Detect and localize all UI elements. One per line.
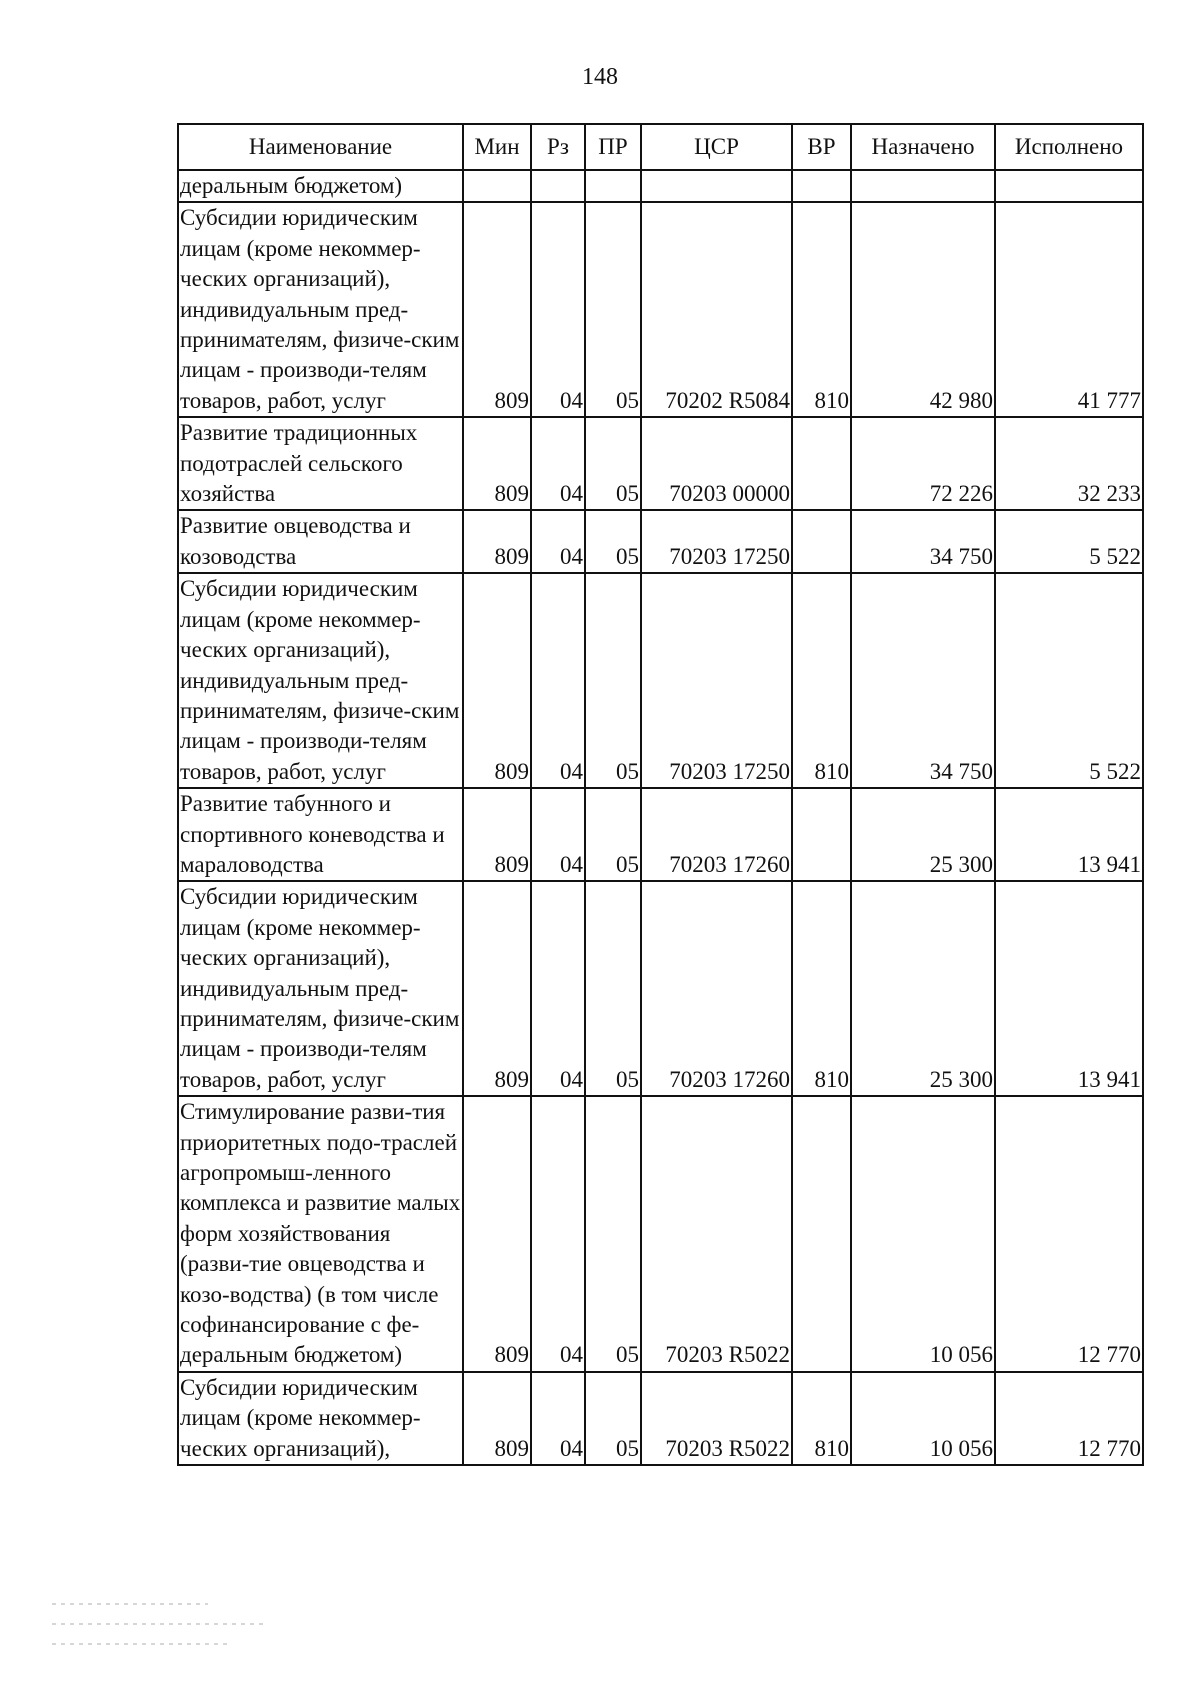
cell-min: 809 [463,788,531,881]
cell-vr [792,510,851,573]
cell-vr [792,1096,851,1372]
cell-pr: 05 [585,202,641,417]
table-row [178,417,1143,510]
cell-vr [792,788,851,881]
header-name: Наименование [178,124,463,170]
table-row [178,1372,1143,1465]
cell-executed: 5 522 [995,573,1143,788]
cell-name: Стимулирование разви-тия приоритетных подо-траслей агропромыш-ленного комплекса и развитие малых форм хозяйствования (разви-тие овцеводства и козо-водства) (в том числе софинансирование с фе-деральным бюджетом) [178,1096,463,1372]
cell-assigned: 72 226 [851,417,995,510]
cell-rz: 04 [531,417,585,510]
cell-executed: 12 770 [995,1096,1143,1372]
cell-name: дeральным бюджетом) [178,170,463,202]
faded-stamp [48,1592,278,1662]
cell-executed [995,170,1143,202]
cell-assigned: 42 980 [851,202,995,417]
cell-rz: 04 [531,573,585,788]
cell-assigned: 34 750 [851,510,995,573]
table-row [178,1096,1143,1372]
cell-assigned: 25 300 [851,788,995,881]
cell-rz: 04 [531,1372,585,1465]
cell-csr: 70203 17260 [641,788,792,881]
cell-vr: 810 [792,881,851,1096]
cell-assigned [851,170,995,202]
cell-csr: 70202 R5084 [641,202,792,417]
cell-name: Развитие традиционных подотраслей сельского хозяйства [178,417,463,510]
cell-name: Субсидии юридическим лицам (кроме некоммер-ческих организаций), индивидуальным пред-принимателям, физиче-ским лицам - производи-телям товаров, работ, услуг [178,881,463,1096]
cell-assigned: 10 056 [851,1372,995,1465]
cell-min: 809 [463,417,531,510]
cell-executed: 13 941 [995,788,1143,881]
cell-executed: 32 233 [995,417,1143,510]
cell-assigned: 10 056 [851,1096,995,1372]
stamp-marks [48,1592,278,1662]
cell-pr: 05 [585,573,641,788]
cell-pr: 05 [585,1372,641,1465]
cell-vr [792,170,851,202]
header-min: Мин [463,124,531,170]
cell-pr: 05 [585,417,641,510]
table-row [178,573,1143,788]
cell-csr: 70203 R5022 [641,1096,792,1372]
cell-executed: 5 522 [995,510,1143,573]
page-number: 148 [582,64,618,90]
cell-executed: 12 770 [995,1372,1143,1465]
cell-csr [641,170,792,202]
cell-executed: 13 941 [995,881,1143,1096]
table-header-row [178,124,1143,170]
cell-min: 809 [463,573,531,788]
cell-rz: 04 [531,202,585,417]
cell-rz: 04 [531,510,585,573]
cell-vr: 810 [792,202,851,417]
cell-name: Развитие овцеводства и козоводства [178,510,463,573]
budget-table [177,123,1144,1466]
cell-pr [585,170,641,202]
cell-min: 809 [463,1096,531,1372]
table-row [178,788,1143,881]
cell-name: Развитие табунного и спортивного коневодства и мараловодства [178,788,463,881]
cell-assigned: 25 300 [851,881,995,1096]
table-row [178,881,1143,1096]
cell-csr: 70203 17250 [641,510,792,573]
header-assigned: Назначено [851,124,995,170]
cell-vr: 810 [792,1372,851,1465]
cell-name: Субсидии юридическим лицам (кроме некоммер-ческих организаций), индивидуальным пред-принимателям, физиче-ским лицам - производи-телям товаров, работ, услуг [178,573,463,788]
cell-name: Субсидии юридическим лицам (кроме некоммер-ческих организаций), индивидуальным пред-принимателям, физиче-ским лицам - производи-телям товаров, работ, услуг [178,202,463,417]
cell-pr: 05 [585,510,641,573]
cell-min: 809 [463,881,531,1096]
table-row [178,202,1143,417]
header-executed: Исполнено [995,124,1143,170]
cell-min: 809 [463,202,531,417]
cell-rz [531,170,585,202]
cell-min: 809 [463,1372,531,1465]
cell-vr: 810 [792,573,851,788]
table-row [178,510,1143,573]
cell-rz: 04 [531,1096,585,1372]
cell-min [463,170,531,202]
header-vr: ВР [792,124,851,170]
cell-pr: 05 [585,881,641,1096]
cell-pr: 05 [585,1096,641,1372]
cell-min: 809 [463,510,531,573]
cell-csr: 70203 17250 [641,573,792,788]
table-body [178,170,1143,1465]
cell-assigned: 34 750 [851,573,995,788]
cell-rz: 04 [531,788,585,881]
cell-csr: 70203 17260 [641,881,792,1096]
cell-csr: 70203 R5022 [641,1372,792,1465]
cell-name: Субсидии юридическим лицам (кроме некоммер-ческих организаций), [178,1372,463,1465]
header-csr: ЦСР [641,124,792,170]
cell-vr [792,417,851,510]
cell-rz: 04 [531,881,585,1096]
header-pr: ПР [585,124,641,170]
cell-pr: 05 [585,788,641,881]
table-row [178,170,1143,202]
cell-csr: 70203 00000 [641,417,792,510]
header-rz: Рз [531,124,585,170]
cell-executed: 41 777 [995,202,1143,417]
